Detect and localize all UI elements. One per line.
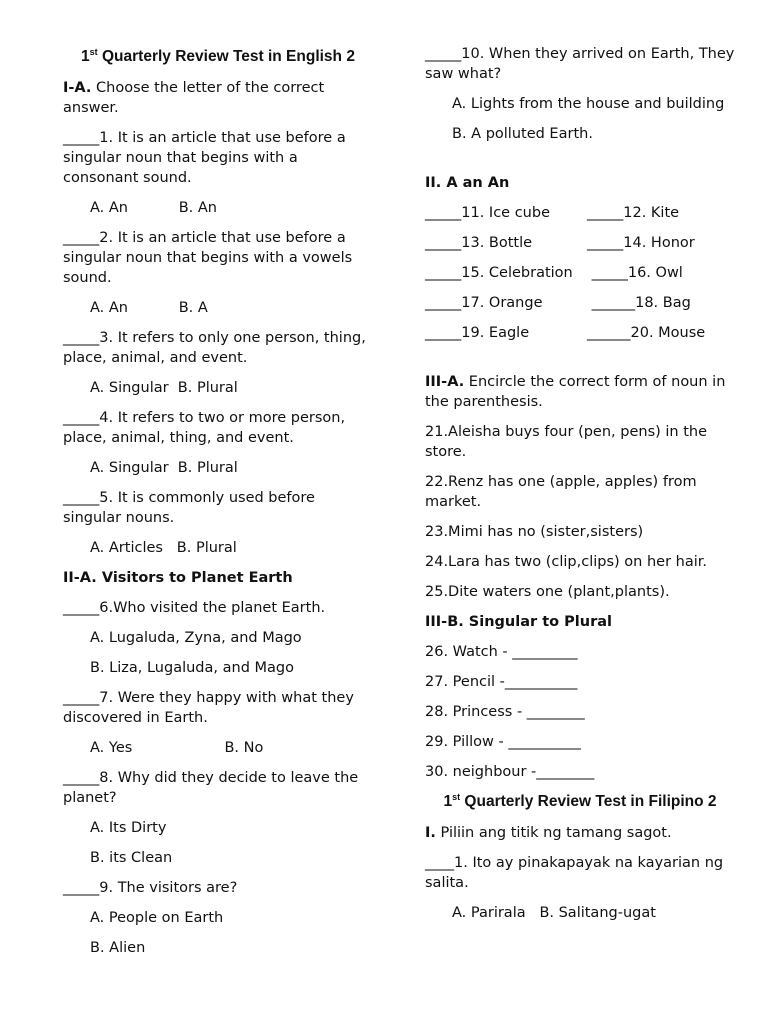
filipino-question-1: ____1. Ito ay pinakapayak na kayarian ng salita. — [425, 855, 724, 891]
plural-item: 29. Pillow - __________ — [425, 734, 581, 750]
article-item: ______18. Bag — [587, 295, 691, 311]
question-3: _____3. It refers to only one person, thing, place, animal, and event. — [63, 330, 366, 366]
section-ia-instruction: I-A. Choose the letter of the correct answer. — [63, 80, 325, 116]
question-7: _____7. Were they happy with what they discovered in Earth. — [63, 690, 354, 726]
plural-item: 28. Princess - ________ — [425, 704, 585, 720]
article-item: _____13. Bottle — [425, 235, 533, 251]
question-10: _____10. When they arrived on Earth, They saw what? — [425, 46, 735, 82]
question-6-option-a: A. Lugaluda, Zyna, and Mago — [90, 630, 302, 646]
question-6-option-b: B. Liza, Lugaluda, and Mago — [90, 660, 294, 676]
article-item: _____15. Celebration — [425, 265, 573, 281]
article-row — [425, 263, 735, 283]
question-7-options: A. Yes B. No — [90, 740, 264, 756]
question-1-options: A. An B. An — [90, 200, 217, 216]
article-row — [425, 233, 735, 253]
right-column — [425, 44, 735, 933]
question-9-option-a: A. People on Earth — [90, 910, 224, 926]
question-9-option-b: B. Alien — [90, 940, 146, 956]
section-iiib-heading: III-B. Singular to Plural — [425, 614, 612, 630]
article-item: _____16. Owl — [587, 265, 683, 281]
plural-item: 26. Watch - _________ — [425, 644, 578, 660]
noun-item: 23.Mimi has no (sister,sisters) — [425, 524, 644, 540]
section-ii-heading: II. A an An — [425, 175, 510, 191]
question-2-options: A. An B. A — [90, 300, 208, 316]
section-iiia-instruction: III-A. Encircle the correct form of noun in the parenthesis. — [425, 374, 726, 410]
filipino-section-i-instruction: I. Piliin ang titik ng tamang sagot. — [425, 825, 672, 841]
question-4: _____4. It refers to two or more person, place, animal, thing, and event. — [63, 410, 346, 446]
question-6: _____6.Who visited the planet Earth. — [63, 600, 326, 616]
article-item: _____14. Honor — [587, 235, 695, 251]
question-1: _____1. It is an article that use before a singular noun that begins with a consonant sound. — [63, 130, 346, 186]
filipino-question-1-options: A. Parirala B. Salitang-ugat — [452, 905, 656, 921]
question-5: _____5. It is commonly used before singular nouns. — [63, 490, 315, 526]
question-5-options: A. Articles B. Plural — [90, 540, 237, 556]
english-test-title: 1st Quarterly Review Test in English 2 — [81, 46, 355, 65]
article-item: _____12. Kite — [587, 205, 680, 221]
filipino-test-title: 1st Quarterly Review Test in Filipino 2 — [443, 791, 717, 810]
question-9: _____9. The visitors are? — [63, 880, 238, 896]
plural-item: 27. Pencil -__________ — [425, 674, 578, 690]
question-8-option-a: A. Its Dirty — [90, 820, 167, 836]
article-item: _____19. Eagle — [425, 325, 530, 341]
article-row — [425, 293, 735, 313]
left-column — [63, 44, 373, 968]
article-row — [425, 323, 735, 343]
question-10-option-b: B. A polluted Earth. — [452, 126, 593, 142]
question-2: _____2. It is an article that use before a singular noun that begins with a vowels sound. — [63, 230, 353, 286]
question-3-options: A. Singular B. Plural — [90, 380, 238, 396]
noun-item: 21.Aleisha buys four (pen, pens) in the store. — [425, 424, 708, 460]
article-item: _____17. Orange — [425, 295, 543, 311]
noun-item: 24.Lara has two (clip,clips) on her hair. — [425, 554, 707, 570]
noun-item: 22.Renz has one (apple, apples) from market. — [425, 474, 697, 510]
article-item: ______20. Mouse — [587, 325, 706, 341]
article-row — [425, 203, 735, 223]
question-8: _____8. Why did they decide to leave the planet? — [63, 770, 359, 806]
plural-item: 30. neighbour -________ — [425, 764, 595, 780]
question-8-option-b: B. its Clean — [90, 850, 173, 866]
article-item: _____11. Ice cube — [425, 205, 550, 221]
section-iia-heading: II-A. Visitors to Planet Earth — [63, 570, 293, 586]
question-4-options: A. Singular B. Plural — [90, 460, 238, 476]
question-10-option-a: A. Lights from the house and building — [452, 96, 725, 112]
noun-item: 25.Dite waters one (plant,plants). — [425, 584, 670, 600]
